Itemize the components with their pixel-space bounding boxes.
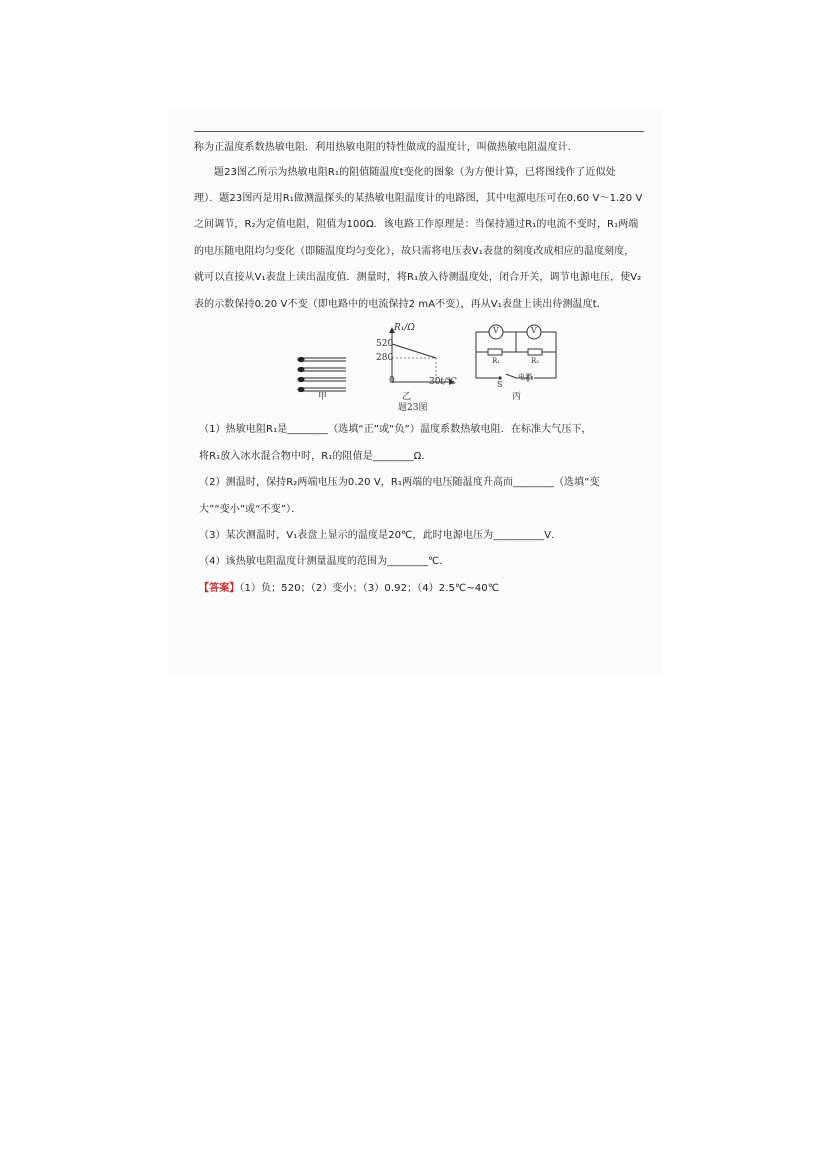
- text-line-4: 之间调节，R₂为定值电阻，阻值为100Ω．该电路工作原理是：当保持通过R₁的电流不变时，R₁两端: [194, 219, 639, 230]
- figure-jia-label: 甲: [318, 392, 328, 402]
- resistor-r1-icon: [488, 349, 502, 355]
- figure-bing-label: 丙: [512, 392, 522, 402]
- switch-s-label: S: [497, 380, 503, 389]
- figure-bing-circuit: [470, 322, 562, 390]
- resistor-r1-label: R₁: [492, 357, 501, 365]
- graph-x-axis-label: t/℃: [440, 377, 457, 387]
- graph-tick-520: 520: [376, 339, 394, 349]
- answer-text: （1）负；520；（2）变小；（3）0.92；（4）2.5℃~40℃: [239, 583, 500, 594]
- answer-line: [199, 582, 651, 596]
- question-2b: 大”“变小”或“不变”）．: [199, 504, 302, 515]
- power-source-label: 电源: [518, 373, 532, 381]
- text-line-3: 理）．题23图丙是用R₁做测温探头的某热敏电阻温度计的电路图，其中电源电压可在0.60 V～1.20 V: [194, 193, 643, 204]
- graph-origin-label: 0: [389, 376, 395, 386]
- resistor-r2-label: R₂: [531, 357, 540, 365]
- voltmeter-v1-label: V: [493, 326, 499, 335]
- figure-yi-label: 乙: [402, 392, 412, 402]
- resistor-r2-icon: [528, 349, 542, 355]
- question-1a: （1）热敏电阻R₁是________（选填“正”或“负”）温度系数热敏电阻．在标准大气压下，: [199, 424, 592, 435]
- graph-tick-280: 280: [376, 353, 394, 363]
- header-rule: [194, 131, 644, 132]
- figure-caption: 题23图: [398, 403, 428, 413]
- text-line-1: 称为正温度系数热敏电阻．利用热敏电阻的特性做成的温度计，叫做热敏电阻温度计．: [194, 142, 578, 153]
- graph-line: [392, 344, 436, 358]
- text-line-5: 的电压随电阻均匀变化（即随温度均匀变化），故只需将电压表V₁表盘的刻度改成相应的温度刻度，: [194, 246, 635, 257]
- text-line-6: 就可以直接从V₁表盘上读出温度值．测量时，将R₁放入待测温度处，闭合开关，调节电源电压，使V₂: [194, 272, 642, 283]
- graph-tick-30: 30: [429, 377, 441, 387]
- graph-y-axis-label: R₁/Ω: [394, 323, 415, 333]
- voltmeter-v2-label: V: [531, 326, 537, 335]
- answer-tag: 【答案】: [199, 583, 240, 594]
- question-4: （4）该热敏电阻温度计测量温度的范围为________℃．: [199, 556, 450, 567]
- text-line-2: 题23图乙所示为热敏电阻R₁的阻值随温度t变化的图象（为方便计算，已将图线作了近似处: [214, 167, 616, 178]
- question-1b: 将R₁放入冰水混合物中时，R₁的阻值是________Ω．: [199, 451, 432, 462]
- question-3: （3）某次测温时，V₁表盘上显示的温度是20℃，此时电源电压为__________V．: [199, 530, 562, 541]
- question-2a: （2）测温时，保持R₂两端电压为0.20 V，R₁两端的电压随温度升高而________（选填“变: [199, 477, 600, 488]
- figure-jia-probes: [296, 352, 348, 394]
- text-line-7: 表的示数保持0.20 V不变（即电路中的电流保持2 mA不变），再从V₁表盘上读出待测温度t．: [194, 299, 607, 310]
